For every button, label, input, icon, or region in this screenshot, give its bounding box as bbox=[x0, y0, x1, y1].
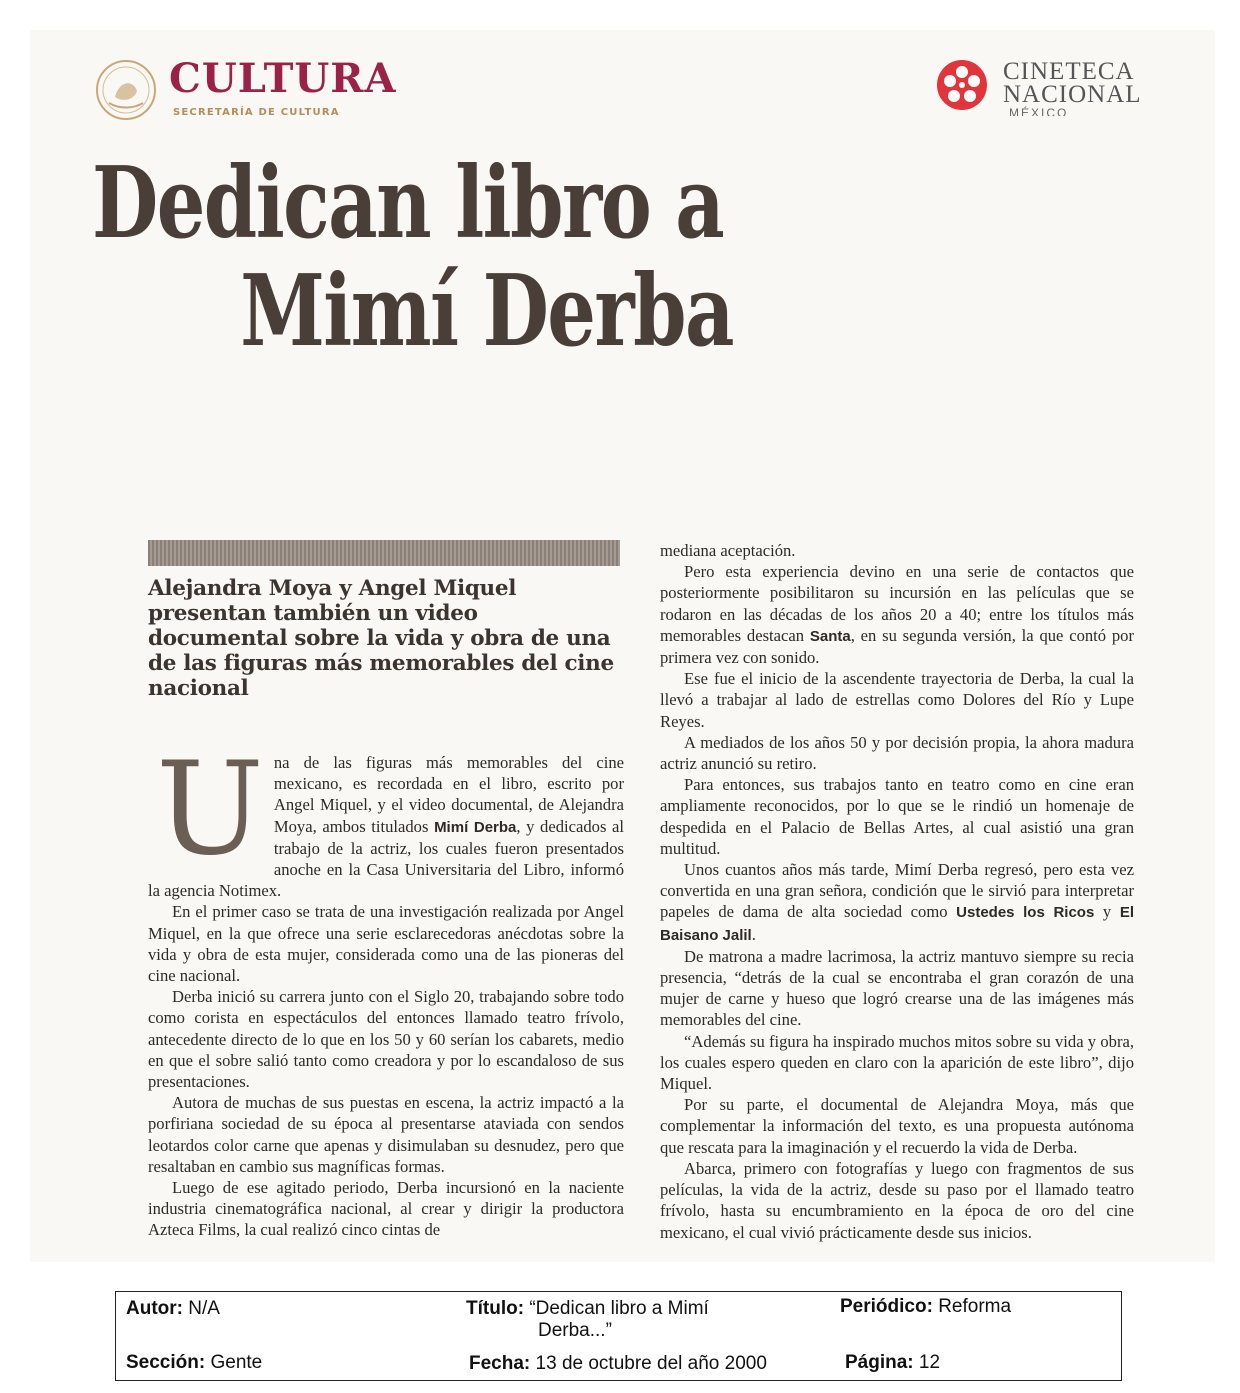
titulo-value: “Dedican libro a Mimí bbox=[529, 1298, 709, 1319]
titulo-field bbox=[466, 1298, 806, 1342]
film-reel-icon bbox=[935, 58, 989, 112]
deck-subheadline: Alejandra Moya y Angel Miquel presentan también un video documental sobre la vida y obra de una de las figuras más memorables del cine nacional bbox=[148, 576, 614, 701]
cultura-subtitle: SECRETARÍA DE CULTURA bbox=[173, 107, 340, 118]
mexico-seal-icon bbox=[95, 59, 157, 121]
cultura-wordmark: CULTURA bbox=[169, 55, 397, 102]
title-mention: Mimí Derba bbox=[434, 818, 517, 836]
titulo-label: Título: bbox=[466, 1298, 525, 1319]
metadata-table bbox=[115, 1291, 1122, 1381]
periodico-field bbox=[840, 1296, 1011, 1318]
paragraph: Luego de ese agitado periodo, Derba incursionó en la naciente industria cinematográfica nacional, al crear y dirigir la productora Azteca Films, la cual realizó cinco cintas de bbox=[148, 1178, 624, 1240]
seccion-label: Sección: bbox=[126, 1352, 206, 1373]
seccion-value: Gente bbox=[210, 1352, 263, 1373]
pagina-value: 12 bbox=[918, 1352, 941, 1373]
headline bbox=[92, 146, 872, 369]
title-mention: El Baisano Jalil bbox=[660, 904, 1134, 944]
cineteca-line2: NACIONAL bbox=[1003, 81, 1142, 108]
cineteca-line1: CINETECA bbox=[1003, 58, 1135, 85]
paragraph: Por su parte, el documental de Alejandra Moya, más que complementar la información del texto, es una propuesta autónoma que rescata para la imaginación y el recuerdo la vida de Derba. bbox=[660, 1095, 1134, 1157]
cineteca-country: MÉXICO bbox=[1009, 106, 1069, 116]
autor-field bbox=[126, 1298, 220, 1320]
paragraph: mediana aceptación. bbox=[660, 541, 796, 560]
pagina-label: Página: bbox=[845, 1352, 914, 1373]
title-mention: Santa bbox=[809, 627, 851, 645]
article-column-2 bbox=[660, 540, 1134, 1243]
paragraph: Derba inició su carrera junto con el Siglo 20, trabajando sobre todo como corista en espectáculos del entonces llamado teatro frívolo, antecedente directo de lo que en los 50 y 60 serían los cabarets, medio en que el sobre salió tanto como creadora y por lo escandaloso de sus presentaciones. bbox=[148, 987, 624, 1092]
text: y bbox=[1094, 902, 1120, 922]
titulo-value-cont: Derba...” bbox=[538, 1320, 612, 1341]
paragraph: En el primer caso se trata de una investigación realizada por Angel Miquel, en la que ofrece una serie esclarecedoras anécdotas sobre la vida y obra de esta mujer, considerada como una de las pioneras del cine nacional. bbox=[148, 902, 624, 986]
text: Pero esta experiencia devino en una serie de contactos que posteriormente posibilitaron su incursión en las películas que se rodaron en las décadas de los años 20 a 40; entre los títulos más memorables destacan bbox=[660, 562, 1134, 645]
title-mention: Ustedes los Ricos bbox=[956, 904, 1095, 922]
headline-line1: Dedican libro a bbox=[92, 146, 724, 261]
paragraph: A mediados de los años 50 y por decisión propia, la ahora madura actriz anunció su retiro. bbox=[660, 732, 1134, 774]
fecha-label: Fecha: bbox=[469, 1353, 531, 1374]
headline-line2: Mimí Derba bbox=[240, 254, 733, 369]
cineteca-wordmark bbox=[1003, 60, 1142, 106]
autor-value: N/A bbox=[188, 1298, 220, 1319]
cultura-logo bbox=[95, 55, 415, 130]
paragraph bbox=[660, 859, 1134, 946]
drop-cap: U bbox=[156, 735, 264, 884]
cineteca-logo bbox=[935, 58, 1175, 118]
text: na de las figuras más memorables del cine mexicano, es recordada en el libro, escrito por Angel Miquel, y el video documental, de Alejandra Moya, ambos titulados bbox=[273, 753, 624, 836]
pagina-field bbox=[845, 1352, 940, 1374]
fecha-value: 13 de octubre del año 2000 bbox=[535, 1353, 767, 1374]
paragraph bbox=[660, 561, 1134, 668]
paragraph bbox=[148, 735, 625, 901]
paragraph: Abarca, primero con fotografías y luego con fragmentos de sus películas, la vida de la actriz, desde su paso por el llamado teatro frívolo, hasta su encumbramiento en la época de oro del cine mexicano, el cual vivió prácticamente desde sus inicios. bbox=[660, 1158, 1134, 1242]
seccion-field bbox=[126, 1352, 262, 1374]
paragraph: Autora de muchas de sus puestas en escena, la actriz impactó a la porfiriana sociedad de su época al presentarse ataviada con sendos leotardos color carne que apenas y disimulaban su desnudez, pero que resaltaban en cambio sus magníficas formas. bbox=[148, 1093, 624, 1176]
text: , en su segunda versión, la que contó por primera vez con sonido. bbox=[660, 625, 1134, 668]
periodico-label: Periódico: bbox=[840, 1296, 933, 1317]
periodico-value: Reforma bbox=[938, 1296, 1012, 1317]
text: . bbox=[751, 924, 756, 944]
deck-rule bbox=[148, 540, 620, 566]
paragraph: “Además su figura ha inspirado muchos mitos sobre su vida y obra, los cuales espero queden en claro con la aparición de este libro”, dijo Miquel. bbox=[660, 1031, 1134, 1094]
paragraph: Ese fue el inicio de la ascendente trayectoria de Derba, la cual la llevó a trabajar al lado de estrellas como Dolores del Río y Lupe Reyes. bbox=[660, 669, 1134, 731]
article-column-1 bbox=[148, 735, 625, 1241]
text: , y dedicados al trabajo de la actriz, los cuales fueron presentados anoche en la Casa Universitaria del Libro, informó la agencia Notimex. bbox=[148, 816, 625, 901]
autor-label: Autor: bbox=[126, 1298, 183, 1319]
paragraph: Para entonces, sus trabajos tanto en teatro como en cine eran ampliamente reconocidos, por lo que se le rindió un homenaje de despedida en el Palacio de Bellas Artes, al cual asistió una gran multitud. bbox=[660, 775, 1134, 858]
text: Unos cuantos años más tarde, Mimí Derba regresó, pero esta vez convertida en una gran señora, condición que le sirvió para interpretar papeles de dama de alta sociedad como bbox=[660, 860, 1134, 922]
fecha-field bbox=[469, 1353, 767, 1375]
paragraph: De matrona a madre lacrimosa, la actriz mantuvo siempre su recia presencia, “detrás de la cual se encontraba el gran corazón de una mujer de carne y hueso que logró crearse una de las imágenes más memorables del cine. bbox=[660, 946, 1134, 1030]
